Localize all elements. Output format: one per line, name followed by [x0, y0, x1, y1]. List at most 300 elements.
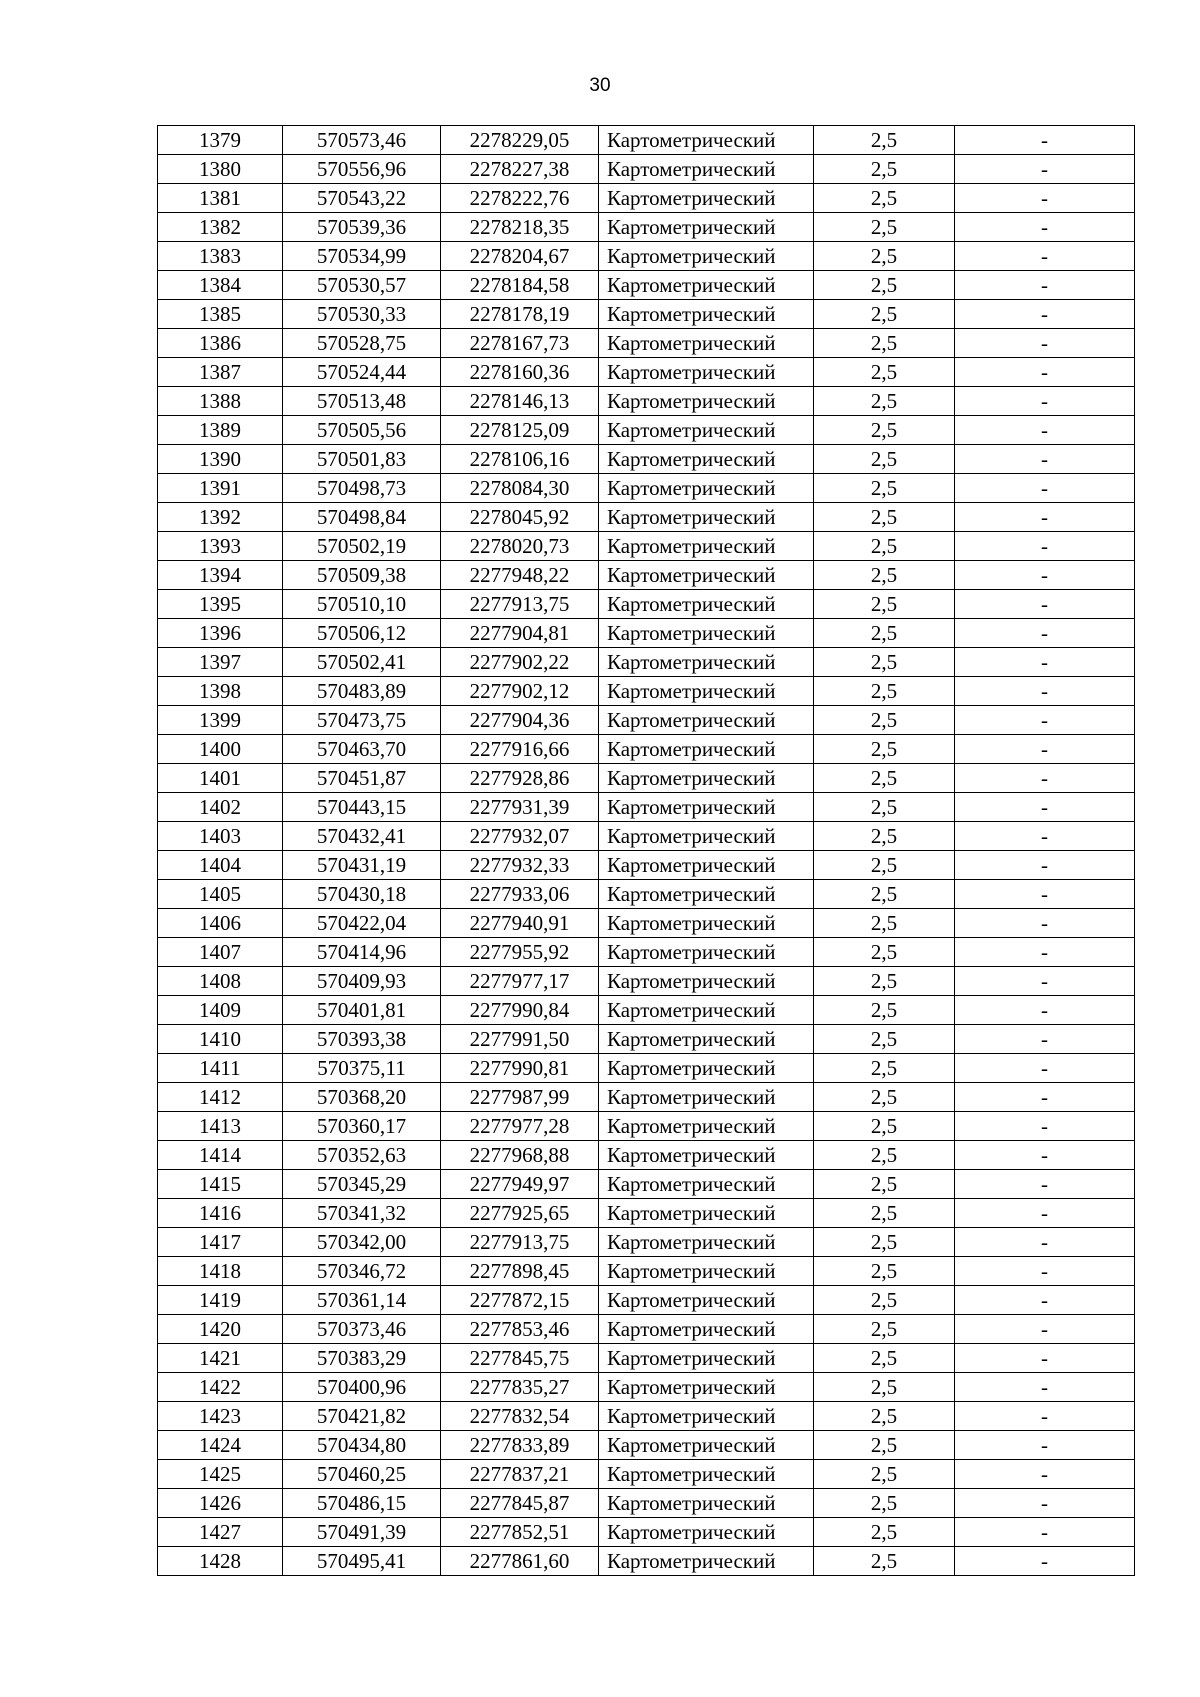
x-coordinate-cell: 570528,75: [283, 329, 441, 358]
y-coordinate-cell: 2277861,60: [441, 1547, 599, 1576]
y-coordinate-cell: 2278229,05: [441, 126, 599, 155]
table-row: [158, 358, 1135, 387]
method-cell: Картометрический: [599, 1315, 814, 1344]
method-cell: Картометрический: [599, 1518, 814, 1547]
table-row: [158, 387, 1135, 416]
x-coordinate-cell: 570483,89: [283, 677, 441, 706]
x-coordinate-cell: 570509,38: [283, 561, 441, 590]
table-row: [158, 822, 1135, 851]
accuracy-cell: 2,5: [814, 938, 955, 967]
y-coordinate-cell: 2277948,22: [441, 561, 599, 590]
y-coordinate-cell: 2278146,13: [441, 387, 599, 416]
method-cell: Картометрический: [599, 1083, 814, 1112]
method-cell: Картометрический: [599, 706, 814, 735]
table-row: [158, 1112, 1135, 1141]
description-cell: -: [955, 793, 1135, 822]
description-cell: -: [955, 822, 1135, 851]
accuracy-cell: 2,5: [814, 764, 955, 793]
y-coordinate-cell: 2277977,28: [441, 1112, 599, 1141]
x-coordinate-cell: 570473,75: [283, 706, 441, 735]
description-cell: -: [955, 242, 1135, 271]
x-coordinate-cell: 570341,32: [283, 1199, 441, 1228]
point-number-cell: 1380: [158, 155, 283, 184]
method-cell: Картометрический: [599, 1141, 814, 1170]
table-row: [158, 735, 1135, 764]
accuracy-cell: 2,5: [814, 648, 955, 677]
x-coordinate-cell: 570513,48: [283, 387, 441, 416]
point-number-cell: 1382: [158, 213, 283, 242]
point-number-cell: 1427: [158, 1518, 283, 1547]
method-cell: Картометрический: [599, 155, 814, 184]
y-coordinate-cell: 2277932,33: [441, 851, 599, 880]
method-cell: Картометрический: [599, 967, 814, 996]
method-cell: Картометрический: [599, 1199, 814, 1228]
description-cell: -: [955, 561, 1135, 590]
method-cell: Картометрический: [599, 474, 814, 503]
accuracy-cell: 2,5: [814, 1547, 955, 1576]
table-row: [158, 445, 1135, 474]
table-row: [158, 1170, 1135, 1199]
description-cell: -: [955, 648, 1135, 677]
x-coordinate-cell: 570498,84: [283, 503, 441, 532]
point-number-cell: 1424: [158, 1431, 283, 1460]
x-coordinate-cell: 570498,73: [283, 474, 441, 503]
method-cell: Картометрический: [599, 213, 814, 242]
table-row: [158, 909, 1135, 938]
description-cell: -: [955, 445, 1135, 474]
table-row: [158, 503, 1135, 532]
method-cell: Картометрический: [599, 1344, 814, 1373]
x-coordinate-cell: 570573,46: [283, 126, 441, 155]
y-coordinate-cell: 2277931,39: [441, 793, 599, 822]
x-coordinate-cell: 570345,29: [283, 1170, 441, 1199]
accuracy-cell: 2,5: [814, 1286, 955, 1315]
table-row: [158, 851, 1135, 880]
description-cell: -: [955, 1228, 1135, 1257]
x-coordinate-cell: 570530,33: [283, 300, 441, 329]
point-number-cell: 1398: [158, 677, 283, 706]
y-coordinate-cell: 2278084,30: [441, 474, 599, 503]
table-row: [158, 242, 1135, 271]
x-coordinate-cell: 570346,72: [283, 1257, 441, 1286]
description-cell: -: [955, 213, 1135, 242]
point-number-cell: 1400: [158, 735, 283, 764]
y-coordinate-cell: 2278106,16: [441, 445, 599, 474]
table-row: [158, 1489, 1135, 1518]
accuracy-cell: 2,5: [814, 474, 955, 503]
x-coordinate-cell: 570432,41: [283, 822, 441, 851]
accuracy-cell: 2,5: [814, 1199, 955, 1228]
y-coordinate-cell: 2277991,50: [441, 1025, 599, 1054]
x-coordinate-cell: 570421,82: [283, 1402, 441, 1431]
point-number-cell: 1417: [158, 1228, 283, 1257]
accuracy-cell: 2,5: [814, 1083, 955, 1112]
description-cell: -: [955, 1460, 1135, 1489]
y-coordinate-cell: 2278125,09: [441, 416, 599, 445]
y-coordinate-cell: 2278167,73: [441, 329, 599, 358]
table-row: [158, 1315, 1135, 1344]
accuracy-cell: 2,5: [814, 532, 955, 561]
description-cell: -: [955, 1402, 1135, 1431]
method-cell: Картометрический: [599, 1431, 814, 1460]
accuracy-cell: 2,5: [814, 1170, 955, 1199]
method-cell: Картометрический: [599, 358, 814, 387]
y-coordinate-cell: 2277940,91: [441, 909, 599, 938]
point-number-cell: 1394: [158, 561, 283, 590]
description-cell: -: [955, 300, 1135, 329]
accuracy-cell: 2,5: [814, 735, 955, 764]
x-coordinate-cell: 570460,25: [283, 1460, 441, 1489]
description-cell: -: [955, 1170, 1135, 1199]
y-coordinate-cell: 2278218,35: [441, 213, 599, 242]
point-number-cell: 1426: [158, 1489, 283, 1518]
table-row: [158, 967, 1135, 996]
table-row: [158, 706, 1135, 735]
accuracy-cell: 2,5: [814, 996, 955, 1025]
table-row: [158, 1257, 1135, 1286]
description-cell: -: [955, 1518, 1135, 1547]
accuracy-cell: 2,5: [814, 822, 955, 851]
accuracy-cell: 2,5: [814, 1228, 955, 1257]
description-cell: -: [955, 1054, 1135, 1083]
description-cell: -: [955, 532, 1135, 561]
accuracy-cell: 2,5: [814, 329, 955, 358]
table-row: [158, 416, 1135, 445]
description-cell: -: [955, 1141, 1135, 1170]
description-cell: -: [955, 358, 1135, 387]
table-row: [158, 561, 1135, 590]
method-cell: Картометрический: [599, 764, 814, 793]
y-coordinate-cell: 2278020,73: [441, 532, 599, 561]
x-coordinate-cell: 570510,10: [283, 590, 441, 619]
point-number-cell: 1405: [158, 880, 283, 909]
method-cell: Картометрический: [599, 735, 814, 764]
method-cell: Картометрический: [599, 1489, 814, 1518]
y-coordinate-cell: 2277990,84: [441, 996, 599, 1025]
table-row: [158, 590, 1135, 619]
accuracy-cell: 2,5: [814, 1460, 955, 1489]
x-coordinate-cell: 570543,22: [283, 184, 441, 213]
y-coordinate-cell: 2277833,89: [441, 1431, 599, 1460]
x-coordinate-cell: 570361,14: [283, 1286, 441, 1315]
point-number-cell: 1418: [158, 1257, 283, 1286]
method-cell: Картометрический: [599, 329, 814, 358]
method-cell: Картометрический: [599, 1460, 814, 1489]
y-coordinate-cell: 2277872,15: [441, 1286, 599, 1315]
table-row: [158, 793, 1135, 822]
table-row: [158, 213, 1135, 242]
x-coordinate-cell: 570383,29: [283, 1344, 441, 1373]
accuracy-cell: 2,5: [814, 213, 955, 242]
method-cell: Картометрический: [599, 1286, 814, 1315]
x-coordinate-cell: 570342,00: [283, 1228, 441, 1257]
page-number: 30: [589, 75, 611, 96]
x-coordinate-cell: 570524,44: [283, 358, 441, 387]
x-coordinate-cell: 570451,87: [283, 764, 441, 793]
x-coordinate-cell: 570502,41: [283, 648, 441, 677]
point-number-cell: 1414: [158, 1141, 283, 1170]
y-coordinate-cell: 2278184,58: [441, 271, 599, 300]
accuracy-cell: 2,5: [814, 706, 955, 735]
description-cell: -: [955, 329, 1135, 358]
x-coordinate-cell: 570393,38: [283, 1025, 441, 1054]
y-coordinate-cell: 2277968,88: [441, 1141, 599, 1170]
table-row: [158, 300, 1135, 329]
description-cell: -: [955, 416, 1135, 445]
x-coordinate-cell: 570495,41: [283, 1547, 441, 1576]
accuracy-cell: 2,5: [814, 1489, 955, 1518]
point-number-cell: 1384: [158, 271, 283, 300]
accuracy-cell: 2,5: [814, 416, 955, 445]
point-number-cell: 1409: [158, 996, 283, 1025]
description-cell: -: [955, 155, 1135, 184]
description-cell: -: [955, 1257, 1135, 1286]
description-cell: -: [955, 851, 1135, 880]
point-number-cell: 1410: [158, 1025, 283, 1054]
y-coordinate-cell: 2277977,17: [441, 967, 599, 996]
description-cell: -: [955, 706, 1135, 735]
point-number-cell: 1425: [158, 1460, 283, 1489]
description-cell: -: [955, 590, 1135, 619]
table-row: [158, 1431, 1135, 1460]
accuracy-cell: 2,5: [814, 1257, 955, 1286]
method-cell: Картометрический: [599, 1402, 814, 1431]
accuracy-cell: 2,5: [814, 561, 955, 590]
y-coordinate-cell: 2277904,81: [441, 619, 599, 648]
point-number-cell: 1395: [158, 590, 283, 619]
point-number-cell: 1387: [158, 358, 283, 387]
table-row: [158, 619, 1135, 648]
y-coordinate-cell: 2277932,07: [441, 822, 599, 851]
table-row: [158, 648, 1135, 677]
y-coordinate-cell: 2278204,67: [441, 242, 599, 271]
y-coordinate-cell: 2277955,92: [441, 938, 599, 967]
y-coordinate-cell: 2277902,12: [441, 677, 599, 706]
method-cell: Картометрический: [599, 1170, 814, 1199]
x-coordinate-cell: 570556,96: [283, 155, 441, 184]
x-coordinate-cell: 570368,20: [283, 1083, 441, 1112]
y-coordinate-cell: 2277902,22: [441, 648, 599, 677]
description-cell: -: [955, 184, 1135, 213]
accuracy-cell: 2,5: [814, 184, 955, 213]
accuracy-cell: 2,5: [814, 503, 955, 532]
description-cell: -: [955, 1431, 1135, 1460]
coordinates-table: [157, 125, 1135, 1576]
description-cell: -: [955, 967, 1135, 996]
description-cell: -: [955, 1489, 1135, 1518]
table-row: [158, 271, 1135, 300]
x-coordinate-cell: 570443,15: [283, 793, 441, 822]
y-coordinate-cell: 2278160,36: [441, 358, 599, 387]
x-coordinate-cell: 570501,83: [283, 445, 441, 474]
accuracy-cell: 2,5: [814, 126, 955, 155]
accuracy-cell: 2,5: [814, 1141, 955, 1170]
table-row: [158, 126, 1135, 155]
table-row: [158, 329, 1135, 358]
method-cell: Картометрический: [599, 996, 814, 1025]
point-number-cell: 1423: [158, 1402, 283, 1431]
method-cell: Картометрический: [599, 677, 814, 706]
accuracy-cell: 2,5: [814, 1402, 955, 1431]
accuracy-cell: 2,5: [814, 1431, 955, 1460]
table-row: [158, 155, 1135, 184]
point-number-cell: 1399: [158, 706, 283, 735]
table-row: [158, 1402, 1135, 1431]
x-coordinate-cell: 570375,11: [283, 1054, 441, 1083]
table-row: [158, 1141, 1135, 1170]
accuracy-cell: 2,5: [814, 909, 955, 938]
accuracy-cell: 2,5: [814, 590, 955, 619]
x-coordinate-cell: 570409,93: [283, 967, 441, 996]
point-number-cell: 1403: [158, 822, 283, 851]
description-cell: -: [955, 1112, 1135, 1141]
point-number-cell: 1385: [158, 300, 283, 329]
point-number-cell: 1402: [158, 793, 283, 822]
x-coordinate-cell: 570463,70: [283, 735, 441, 764]
y-coordinate-cell: 2277845,75: [441, 1344, 599, 1373]
table-row: [158, 677, 1135, 706]
x-coordinate-cell: 570539,36: [283, 213, 441, 242]
method-cell: Картометрический: [599, 184, 814, 213]
x-coordinate-cell: 570400,96: [283, 1373, 441, 1402]
y-coordinate-cell: 2277933,06: [441, 880, 599, 909]
x-coordinate-cell: 570352,63: [283, 1141, 441, 1170]
description-cell: -: [955, 1315, 1135, 1344]
method-cell: Картометрический: [599, 793, 814, 822]
table-row: [158, 1228, 1135, 1257]
table-row: [158, 184, 1135, 213]
accuracy-cell: 2,5: [814, 1054, 955, 1083]
accuracy-cell: 2,5: [814, 1025, 955, 1054]
description-cell: -: [955, 735, 1135, 764]
y-coordinate-cell: 2278045,92: [441, 503, 599, 532]
table-row: [158, 1025, 1135, 1054]
point-number-cell: 1388: [158, 387, 283, 416]
y-coordinate-cell: 2277835,27: [441, 1373, 599, 1402]
table-row: [158, 1460, 1135, 1489]
y-coordinate-cell: 2277987,99: [441, 1083, 599, 1112]
table-row: [158, 474, 1135, 503]
description-cell: -: [955, 474, 1135, 503]
coordinates-table-body: [158, 126, 1135, 1576]
point-number-cell: 1389: [158, 416, 283, 445]
method-cell: Картометрический: [599, 909, 814, 938]
accuracy-cell: 2,5: [814, 1112, 955, 1141]
method-cell: Картометрический: [599, 1373, 814, 1402]
x-coordinate-cell: 570434,80: [283, 1431, 441, 1460]
point-number-cell: 1401: [158, 764, 283, 793]
x-coordinate-cell: 570530,57: [283, 271, 441, 300]
y-coordinate-cell: 2277898,45: [441, 1257, 599, 1286]
point-number-cell: 1383: [158, 242, 283, 271]
point-number-cell: 1421: [158, 1344, 283, 1373]
table-row: [158, 938, 1135, 967]
method-cell: Картометрический: [599, 880, 814, 909]
accuracy-cell: 2,5: [814, 619, 955, 648]
method-cell: Картометрический: [599, 445, 814, 474]
description-cell: -: [955, 1199, 1135, 1228]
point-number-cell: 1390: [158, 445, 283, 474]
x-coordinate-cell: 570534,99: [283, 242, 441, 271]
point-number-cell: 1379: [158, 126, 283, 155]
method-cell: Картометрический: [599, 1025, 814, 1054]
method-cell: Картометрический: [599, 851, 814, 880]
point-number-cell: 1406: [158, 909, 283, 938]
point-number-cell: 1392: [158, 503, 283, 532]
y-coordinate-cell: 2277949,97: [441, 1170, 599, 1199]
description-cell: -: [955, 1083, 1135, 1112]
x-coordinate-cell: 570505,56: [283, 416, 441, 445]
accuracy-cell: 2,5: [814, 271, 955, 300]
y-coordinate-cell: 2277925,65: [441, 1199, 599, 1228]
accuracy-cell: 2,5: [814, 967, 955, 996]
method-cell: Картометрический: [599, 1228, 814, 1257]
description-cell: -: [955, 1373, 1135, 1402]
method-cell: Картометрический: [599, 503, 814, 532]
description-cell: -: [955, 909, 1135, 938]
description-cell: -: [955, 271, 1135, 300]
x-coordinate-cell: 570373,46: [283, 1315, 441, 1344]
table-row: [158, 1083, 1135, 1112]
description-cell: -: [955, 1286, 1135, 1315]
point-number-cell: 1412: [158, 1083, 283, 1112]
y-coordinate-cell: 2277990,81: [441, 1054, 599, 1083]
x-coordinate-cell: 570506,12: [283, 619, 441, 648]
x-coordinate-cell: 570502,19: [283, 532, 441, 561]
y-coordinate-cell: 2277832,54: [441, 1402, 599, 1431]
accuracy-cell: 2,5: [814, 242, 955, 271]
point-number-cell: 1381: [158, 184, 283, 213]
method-cell: Картометрический: [599, 822, 814, 851]
point-number-cell: 1416: [158, 1199, 283, 1228]
point-number-cell: 1404: [158, 851, 283, 880]
x-coordinate-cell: 570422,04: [283, 909, 441, 938]
method-cell: Картометрический: [599, 271, 814, 300]
method-cell: Картометрический: [599, 387, 814, 416]
description-cell: -: [955, 764, 1135, 793]
y-coordinate-cell: 2277913,75: [441, 1228, 599, 1257]
method-cell: Картометрический: [599, 1547, 814, 1576]
method-cell: Картометрический: [599, 300, 814, 329]
description-cell: -: [955, 1025, 1135, 1054]
accuracy-cell: 2,5: [814, 1518, 955, 1547]
table-row: [158, 1344, 1135, 1373]
method-cell: Картометрический: [599, 561, 814, 590]
y-coordinate-cell: 2278178,19: [441, 300, 599, 329]
accuracy-cell: 2,5: [814, 793, 955, 822]
x-coordinate-cell: 570431,19: [283, 851, 441, 880]
method-cell: Картометрический: [599, 1112, 814, 1141]
description-cell: -: [955, 996, 1135, 1025]
point-number-cell: 1422: [158, 1373, 283, 1402]
description-cell: -: [955, 387, 1135, 416]
method-cell: Картометрический: [599, 938, 814, 967]
accuracy-cell: 2,5: [814, 300, 955, 329]
y-coordinate-cell: 2277837,21: [441, 1460, 599, 1489]
method-cell: Картометрический: [599, 590, 814, 619]
accuracy-cell: 2,5: [814, 851, 955, 880]
table-row: [158, 1199, 1135, 1228]
y-coordinate-cell: 2277916,66: [441, 735, 599, 764]
method-cell: Картометрический: [599, 416, 814, 445]
y-coordinate-cell: 2277853,46: [441, 1315, 599, 1344]
table-row: [158, 996, 1135, 1025]
point-number-cell: 1415: [158, 1170, 283, 1199]
table-row: [158, 1547, 1135, 1576]
description-cell: -: [955, 938, 1135, 967]
point-number-cell: 1428: [158, 1547, 283, 1576]
point-number-cell: 1411: [158, 1054, 283, 1083]
